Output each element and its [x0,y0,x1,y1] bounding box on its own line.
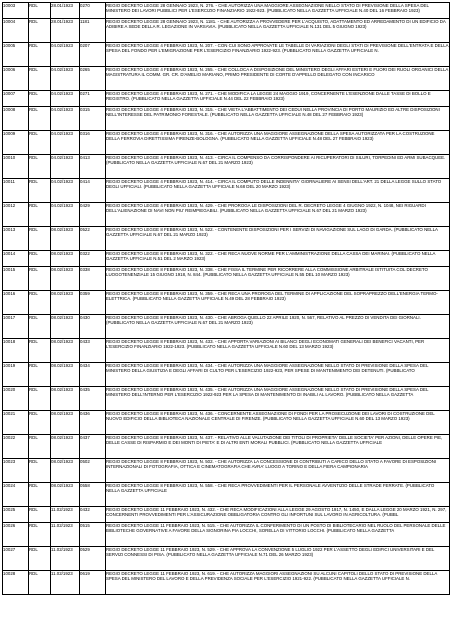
decree-description: REGIO DECRETO LEGGE 8 FEBBRAIO 1923, N. 502. - CHE AUTORIZZA LA CONCESSIONE DI CONTRIBUTI A CARICO DELLO STATO A FAVORE DI ESPOSIZIONI INTERNAZIONALI DI FOTOGRAFIA, OTTICA E CINEMATOGRAFIA CHE AVRA' LUOGO A TORINO E DELLA FIERA CAMPIONARIA [106,459,450,483]
decree-number: 10016 [3,291,29,315]
decree-code: 0436 [80,411,106,435]
decree-row [3,43,450,67]
decree-date: 04.02/1923 [51,155,80,179]
decree-type: RDL [29,459,51,483]
decree-row [3,131,450,155]
decree-type: RDL [29,547,51,571]
decree-type: RDL [29,523,51,547]
decree-date: 08.02/1923 [51,251,80,267]
decree-type: RDL [29,179,51,203]
decree-date: 08.02/1923 [51,459,80,483]
decree-type: RDL [29,267,51,291]
decree-number: 10010 [3,155,29,179]
decree-type: RDL [29,67,51,91]
decree-description: REGIO DECRETO LEGGE 4 FEBBRAIO 1923, N. 414. - CIRCA IL COMPUTO DELLE INDENNITA' GIORNALIERE AI SENSI DELL'ART. 21 DELLA LEGGE SULLO STATO DEGLI UFFICIALI. (PUBBLICATO NELLA GAZZETTA UFFICIALE N.68 DEL 20 MARZO 1923) [106,179,450,203]
decree-row [3,363,450,387]
decree-type: RDL [29,3,51,19]
decree-number: 10020 [3,387,29,411]
decree-code: 0322 [80,251,106,267]
decree-number: 10003 [3,3,29,19]
decree-code: 0619 [80,571,106,595]
decree-description: REGIO DECRETO LEGGE 8 FEBBRAIO 1923, N. 522. - CONTENENTE DISPOSIZIONI PER I SERVIZI DI NAVIGAZIONE SUL LAGO DI GARDA. (PUBBLICATO NELLA GAZZETTA UFFICIALE N.67 DEL 21 MARZO 1923) [106,227,450,251]
decree-number: 10022 [3,435,29,459]
decree-date: 08.02/1923 [51,227,80,251]
decree-date: 28.01/1923 [51,19,80,43]
decree-date: 08.02/1923 [51,315,80,339]
decree-description: REGIO DECRETO LEGGE 4 FEBBRAIO 1923, N. 429. - CHE PROROGA LE DISPOSIZIONI DEL R. DECRETO LEGGE 4 GIUGNO 1922, N. 1048, NEI RIGUARDI DELL'ALIENAZIONE DI NAVI NON PIU' REIMPIEGABILI. (PUBBLICATO NELLA GAZZETTA UFFICIALE N.67 DEL 21 MARZO 1923) [106,203,450,227]
decree-row [3,291,450,315]
decree-number: 10005 [3,43,29,67]
decree-date: 08.02/1923 [51,363,80,387]
decree-code: 0432 [80,507,106,523]
decree-code: 0433 [80,339,106,363]
decree-type: RDL [29,251,51,267]
decree-code: 0338 [80,267,106,291]
decree-number: 10013 [3,227,29,251]
decree-date: 08.02/1923 [51,387,80,411]
decree-code: 0430 [80,315,106,339]
decree-type: RDL [29,227,51,251]
decree-row [3,483,450,507]
decree-description: REGIO DECRETO LEGGE 8 FEBBRAIO 1923, N. 430. - CHE ABROGA QUELLO 22 APRILE 1920, N. 567, RELATIVO AL PREZZO DI VENDITA DEI GIORNALI. (PUBBLICATO NELLA GAZZETTA UFFICIALE N.67 DEL 21 MARZO 1923) [106,315,450,339]
decree-description: REGIO DECRETO LEGGE 11 FEBBRAIO 1923, N. 529. - CHE APPROVA LA CONVENZIONE 5 LUGLIO 1922 PER L'ASSETTO DEGLI EDIFICI UNIVERSITARI E DEL SERVIZI CONNESSI DI PISA. (PUBBLICATO NELLA GAZZETTA UFFICIALE N.71 DEL 26 MARZO 1923) [106,547,450,571]
decree-description: REGIO DECRETO LEGGE 8 FEBBRAIO 1923, N. 434. - CHE AUTORIZZA UNA MAGGIORE ASSEGNAZIONE NELLO STATO DI PREVISIONE DELLA SPESA DEL MINISTERO DELLA GIUSTIZIA E DEGLI AFFARI DI CULTO PER L'ESERCIZIO 1922-923, PER SPESE DI MANTENIMENTO DEI DETENUTI. (PUBBLICATO [106,363,450,387]
decree-code: 0515 [80,523,106,547]
decree-row [3,267,450,291]
decree-number: 10012 [3,203,29,227]
decree-description: REGIO DECRETO LEGGE 4 FEBBRAIO 1923, N. 316. - CHE AUTORIZZA UNA MAGGIORE ASSEGNAZIONE DELLA SPESA AUTORIZZATA PER LA COSTRUZIONE DELLA FERROVIA DIRETTISSIMA FIRENZE-BOLOGNA. (PUBBLICATO NELLA GAZZETTA UFFICIALE N.48 DEL 27 FEBBRAIO 1923) [106,131,450,155]
decree-date: 11.02/1923 [51,547,80,571]
decree-type: RDL [29,507,51,523]
decree-row [3,227,450,251]
decree-type: RDL [29,411,51,435]
decree-table [2,2,450,595]
decree-register [2,2,449,595]
decree-row [3,435,450,459]
decree-row [3,547,450,571]
decree-description: REGIO DECRETO LEGGE 11 FEBBRAIO 1923, N. 515. - CHE AUTORIZZA IL CONFERIMENTO DI UN POSTO DI BIBLIOTECARIO NEL RUOLO DEL PERSONALE DELLE BIBLIOTECHE GOVERNATIVE A FAVORE DELLA SIGNORINA PIA LOCCHI, SORELLA DI VITTORIO LOCCHI. (PUBBLICATO NELLA GAZZETTA [106,523,450,547]
decree-number: 10021 [3,411,29,435]
decree-number: 10014 [3,251,29,267]
decree-date: 28.01/1923 [51,3,80,19]
decree-row [3,91,450,107]
decree-type: RDL [29,363,51,387]
decree-date: 04.02/1923 [51,203,80,227]
decree-date: 11.02/1923 [51,507,80,523]
decree-date: 04.02/1923 [51,91,80,107]
decree-code: 0437 [80,435,106,459]
decree-number: 10011 [3,179,29,203]
decree-description: REGIO DECRETO LEGGE 8 FEBBRAIO 1923, N. 338. - CHE FISSA IL TERMINE PER RICORRERE ALLA COMMISSIONE ARBITRALE ISTITUITA COL DECRETO LUOGOTENENZIALE 15 GIUGNO 1918, N. 844. (PUBBLICATO NELLA GAZZETTA UFFICIALE N.55 DEL 10 MARZO 1923) [106,267,450,291]
decree-number: 10023 [3,459,29,483]
decree-description: REGIO DECRETO LEGGE 8 FEBBRAIO 1923, N. 359. - CHE RECA UNA PROROGA DEL TERMINE DI APPLICAZIONE DEL SOPRAPREZZO DELL'ENERGIA TERMO-ELETTRICA. (PUBBLICATO NELLA GAZZETTA UFFICIALE N.49 DEL 28 FEBBRAIO 1923) [106,291,450,315]
decree-code: 0529 [80,547,106,571]
decree-row [3,315,450,339]
decree-number: 10008 [3,107,29,131]
decree-number: 10027 [3,547,29,571]
decree-description: REGIO DECRETO LEGGE 8 FEBBRAIO 1923, N. 435. - CHE AUTORIZZA UNA MAGGIORE ASSEGNAZIONE NELLO STATO DI PREVISIONE DELLA SPESA DEL MINISTERO DELL'INTERNO PER L'ESERCIZIO 1922-923 PER LA SPESA DI MANTENIMENTO DI INABILI AL LAVORO. (PUBBLICATO NELLA GAZZETTA [106,387,450,411]
decree-table-body [3,3,450,595]
decree-code: 1181 [80,19,106,43]
decree-date: 08.02/1923 [51,435,80,459]
decree-code: 0315 [80,107,106,131]
decree-row [3,387,450,411]
decree-date: 08.02/1923 [51,411,80,435]
decree-type: RDL [29,91,51,107]
decree-row [3,411,450,435]
decree-date: 08.02/1923 [51,483,80,507]
decree-date: 08.02/1923 [51,267,80,291]
decree-date: 04.02/1923 [51,67,80,91]
decree-row [3,523,450,547]
decree-row [3,67,450,91]
decree-description: REGIO DECRETO LEGGE 8 FEBBRAIO 1923, N. 436. - CONCERNENTE ASSEGNAZIONE DI FONDI PER LA PROSECUZIONE DEI LAVORI DI COSTRUZIONE DEL NUOVO EDIFICIO DELLA BIBLIOTECA NAZIONALE CENTRALE DI FIRENZE. (PUBBLICATO NELLA GAZZETTA UFFICIALE N.60 DEL 13 MARZO 1923) [106,411,450,435]
decree-number: 10019 [3,363,29,387]
decree-type: RDL [29,131,51,155]
decree-code: 0434 [80,363,106,387]
decree-description: REGIO DECRETO LEGGE 8 FEBBRAIO 1923, N. 433. - CHE APPORTA VARIAZIONI AI BILANCI DEGLI ECONOMATI GENERALI DEI BENEFICI VACANTI, PER L'ESERCIZIO FINANZIARIO 1922-1923. (PUBBLICATO NELLA GAZZETTA UFFICIALE N.60 DEL 13 MARZO 1923) [106,339,450,363]
decree-number: 10024 [3,483,29,507]
decree-row [3,203,450,227]
decree-type: RDL [29,571,51,595]
decree-date: 04.02/1923 [51,43,80,67]
decree-description: REGIO DECRETO LEGGE 4 FEBBRAIO 1923, N. 315. - CHE VIETA L'ABBATTIMENTO DEI CEDUI NELLA PROVINCIA DI PORTO MAURIZIO ED ALTRE DISPOSIZIONI NELL'INTERESSE DEL PATRIMONIO FORESTALE. (PUBBLICATO NELLA GAZZETTA UFFICIALE N.48 DEL 27 FEBBRAIO 1923) [106,107,450,131]
decree-number: 10007 [3,91,29,107]
decree-description: REGIO DECRETO LEGGE 11 FEBBRAIO 1923, N. 619. - CHE AUTORIZZA MAGGIORI ASSEGNAZIONI SU ALCUNI CAPITOLI DELLO STATO DI PREVISIONE DELLA SPESA DEL MINISTERO DEL LAVORO E DELLA PREVIDENZA SOCIALE PER L'ESERCIZIO 1921-922. (PUBBLICATO NELLA GAZZETTA UFFICIALE N. [106,571,450,595]
decree-type: RDL [29,315,51,339]
decree-description: REGIO DECRETO LEGGE 8 FEBBRAIO 1923, N. 322. - CHE RECA NUOVE NORME PER L'AMMINISTRAZIONE DELLA CASSA DEI MARINAI. (PUBBLICATO NELLA GAZZETTA UFFICIALE N.51 DEL 2 MARZO 1923) [106,251,450,267]
decree-number: 10004 [3,19,29,43]
decree-date: 04.02/1923 [51,131,80,155]
decree-type: RDL [29,107,51,131]
decree-number: 10028 [3,571,29,595]
decree-description: REGIO DECRETO LEGGE 28 GENNAIO 1923, N. 1181. - CHE AUTORIZZA A PROVVEDERE PER L'ACQUISTO, ADATTAMENTO ED ARREDAMENTO DI UN EDIFICIO DA ADIBIRE A SEDE DELLA R. LEGAZIONE IN VARSAVIA. (PUBBLICATO NELLA GAZZETTA UFFICIALE N.131 DEL 5 GIUGNO 1923) [106,19,450,43]
decree-row [3,339,450,363]
decree-description: REGIO DECRETO LEGGE 8 FEBBRAIO 1923, N. 437. - RELATIVO ALLE VALUTAZIONE DEI TITOLI DI PROPRIETA' DELLE SOCIETA' PER AZIONI, DELLE OPERE PIE, DELLE CASSE DI RISPARMIO E DEI MONTI DI PIETA' E DI ALTRI ENTI MORALI PUBBLICI. (PUBBLICATO NELLA GAZZETTA UFFICIALE [106,435,450,459]
decree-row [3,571,450,595]
decree-code: 0265 [80,67,106,91]
decree-date: 04.02/1923 [51,107,80,131]
decree-description: REGIO DECRETO LEGGE 28 GENNAIO 1923, N. 276. - CHE AUTORIZZA UNA MAGGIORE ASSEGNAZIONE NELLO STATO DI PREVISIONE DELLA SPESA DEL MINISTERO DEI LAVORI PUBBLICI PER L'ESERCIZIO FINANZIARIO 1922-923. (PUBBLICATO NELLA GAZZETTA UFFICIALE N.40 DEL 16 FEBBRAIO 1923) [106,3,450,19]
decree-type: RDL [29,435,51,459]
decree-code: 0558 [80,483,106,507]
decree-number: 10018 [3,339,29,363]
decree-type: RDL [29,483,51,507]
decree-row [3,155,450,179]
decree-number: 10017 [3,315,29,339]
decree-row [3,19,450,43]
decree-date: 08.02/1923 [51,339,80,363]
decree-type: RDL [29,339,51,363]
decree-type: RDL [29,203,51,227]
decree-number: 10015 [3,267,29,291]
decree-code: 0359 [80,291,106,315]
decree-number: 10006 [3,67,29,91]
decree-description: REGIO DECRETO LEGGE 4 FEBBRAIO 1923, N. 265. - CHE COLLOCA A DISPOSIZIONE DEL MINISTERO DEGLI AFFARI ESTERI E FUORI DEI RUOLI ORGANICI DELLA MAGISTRATURA IL COMM. GR. CR. D'AMELIO MARIANO, PRIMO PRESIDENTE DI CORTE D'APPELLO DELEGATO CON INCARICO [106,67,450,91]
decree-number: 10026 [3,523,29,547]
decree-code: 0522 [80,227,106,251]
decree-code: 0207 [80,43,106,67]
decree-date: 11.02/1923 [51,571,80,595]
decree-type: RDL [29,387,51,411]
decree-type: RDL [29,291,51,315]
decree-row [3,459,450,483]
decree-date: 11.02/1923 [51,523,80,547]
decree-code: 0429 [80,203,106,227]
decree-number: 10025 [3,507,29,523]
decree-description: REGIO DECRETO LEGGE 4 FEBBRAIO 1923, N. 271. - CHE MODIFICA LA LEGGE 24 MAGGIO 1919, CONCERNENTE L'ESENZIONE DALLE TASSE DI BOLLO E REGISTRO. (PUBBLICATO NELLA GAZZETTA UFFICIALE N.44 DEL 22 FEBBRAIO 1923) [106,91,450,107]
decree-description: REGIO DECRETO LEGGE 4 FEBBRAIO 1923, N. 413. - CIRCA IL COMPENSO DA CORRISPONDERE AI RICUPERATORI DI SILURI, TORPEDINI ED ARMI SUBACQUEE. (PUBBLICATO NELLA GAZZETTA UFFICIALE N.67 DEL 21 MARZO 1923) [106,155,450,179]
decree-description: REGIO DECRETO LEGGE 11 FEBBRAIO 1923, N. 432. - CHE RECA MODIFICAZIONI ALLA LEGGE 29 AGOSTO 1917, N. 1450, E DALLA LEGGE 20 MARZO 1921, N. 297, CONCERNENTI PROVVEDIMENTI PER L'ASSICURAZIONE OBBLIGATORIA CONTRO GLI INFORTUNI SUL LAVORO IN AGRICOLTURA. (PUBBL [106,507,450,523]
decree-row [3,179,450,203]
decree-code: 0502 [80,459,106,483]
decree-code: 0435 [80,387,106,411]
decree-row [3,251,450,267]
decree-type: RDL [29,155,51,179]
decree-code: 0270 [80,3,106,19]
decree-number: 10009 [3,131,29,155]
decree-code: 0316 [80,131,106,155]
decree-row [3,107,450,131]
decree-type: RDL [29,43,51,67]
decree-date: 04.02/1923 [51,179,80,203]
decree-row [3,507,450,523]
decree-date: 08.02/1923 [51,291,80,315]
decree-code: 0413 [80,155,106,179]
decree-description: REGIO DECRETO LEGGE 4 FEBBRAIO 1923, N. 207. - CON CUI SONO APPROVATE LE TABELLE DI VARIAZIONI DEGLI STATI DI PREVISIONE DELL'ENTRATA E DELLA SPESA DEL FONDO PER L'EMIGRAZIONE PER L'ESERCIZIO FINANZIARIO 1922-923. (PUBBLICATO NELLA GAZZETTA UFFICIALE N. [106,43,450,67]
decree-code: 0271 [80,91,106,107]
decree-code: 0414 [80,179,106,203]
decree-type: RDL [29,19,51,43]
decree-description: REGIO DECRETO LEGGE 8 FEBBRAIO 1923, N. 558. - CHE RECA PROVVEDIMENTI PER IL PERSONALE AVVENTIZIO DELLE STRADE FERRATE. (PUBBLICATO NELLA GAZZETTA UFFICIALE [106,483,450,507]
decree-row [3,3,450,19]
